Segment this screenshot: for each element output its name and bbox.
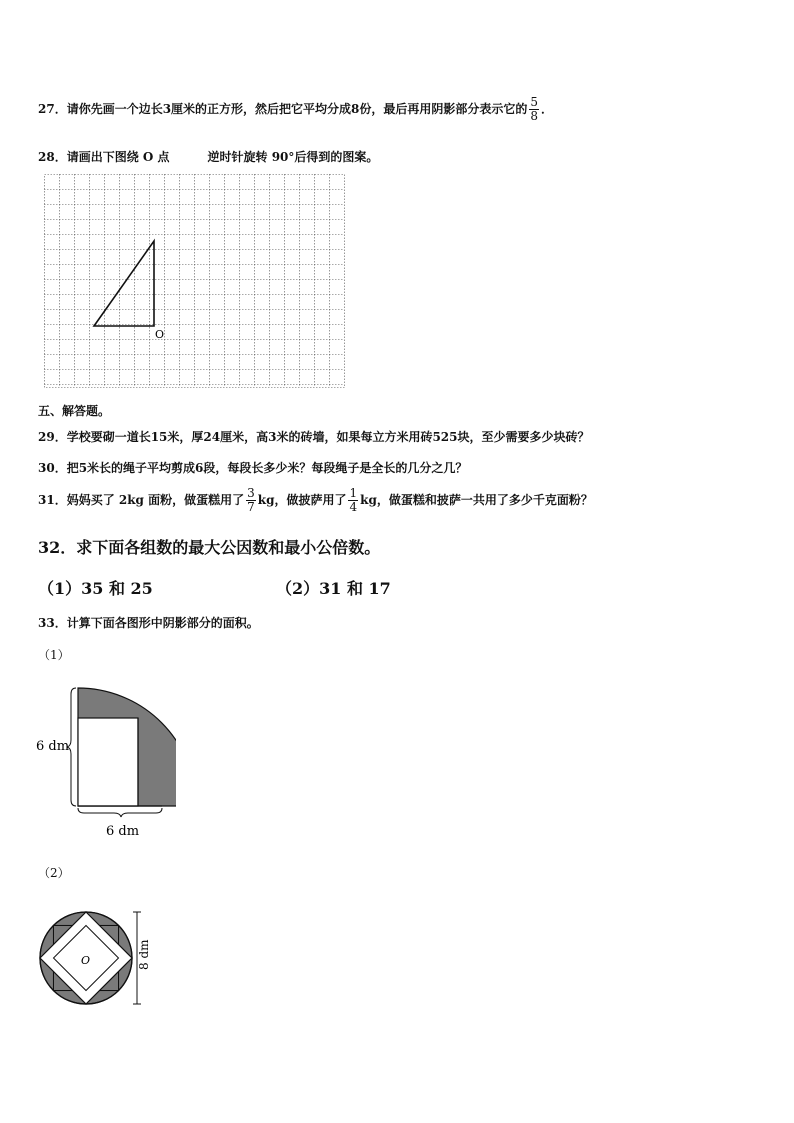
question-text-end: ．: [541, 102, 554, 116]
inner-square: [78, 718, 138, 806]
question-number: 33．: [38, 616, 67, 630]
question-30: [38, 459, 467, 476]
fraction-denominator: 7: [247, 500, 255, 514]
question-text-2: 逆时针旋转 90°后得到的图案。: [207, 150, 379, 164]
question-text: 请你先画一个边长3厘米的正方形，然后把它平均分成8份，最后再用阴影部分表示它的: [66, 102, 528, 116]
left-dimension-label: 6 dm: [36, 739, 70, 754]
fraction-numerator: 1: [349, 486, 358, 500]
question-text: 学校要砌一道长15米，厚24厘米，高3米的砖墙，如果每立方米用砖525块，至少需要多少块砖？: [66, 430, 590, 444]
question-27: [38, 96, 553, 123]
fraction: [348, 487, 358, 514]
question-text: 计算下面各图形中阴影部分的面积。: [66, 616, 259, 630]
question-text-3: kg，做蛋糕和披萨一共用了多少千克面粉？: [360, 493, 593, 507]
rotation-grid: [44, 174, 346, 388]
question-number: 32．: [38, 538, 77, 557]
center-label: O: [81, 954, 91, 967]
sub-label-2: （2）: [38, 866, 70, 880]
question-number: 27．: [38, 102, 67, 116]
question-text: 把5米长的绳子平均剪成6段，每段长多少米？每段绳子是全长的几分之几？: [66, 461, 468, 475]
question-number: 29．: [38, 430, 67, 444]
fraction-numerator: 3: [247, 486, 255, 500]
question-28: [38, 148, 378, 165]
question-number: 31．: [38, 493, 67, 507]
question-number: 28．: [38, 150, 67, 164]
figure-quarter-circle: [36, 682, 176, 842]
fraction: [529, 96, 539, 123]
question-number: 30．: [38, 461, 67, 475]
fraction-denominator: 8: [530, 109, 539, 123]
triangle-shape: [94, 241, 154, 326]
bottom-brace: [78, 808, 162, 817]
point-o-label: O: [155, 328, 165, 341]
question-text: 求下面各组数的最大公因数和最小公倍数。: [76, 538, 381, 557]
bottom-dimension-label: 6 dm: [106, 824, 140, 839]
question-29: [38, 428, 590, 445]
right-dimension-label: 8 dm: [137, 939, 151, 970]
question-32: [38, 535, 380, 558]
fraction: [246, 487, 256, 514]
figure-circle-square: [36, 896, 166, 1020]
q32-item-1: （1）35 和 25: [38, 579, 153, 598]
q32-item-2: （2）31 和 17: [276, 579, 391, 598]
section-title: 五、解答题。: [38, 404, 111, 418]
question-31: [38, 487, 593, 514]
fraction-numerator: 5: [530, 95, 539, 109]
question-text: 妈妈买了 2kg 面粉，做蛋糕用了: [66, 493, 245, 507]
sub-label-1: （1）: [38, 648, 70, 662]
fraction-denominator: 4: [349, 500, 358, 514]
question-text-2: kg，做披萨用了: [257, 493, 347, 507]
question-text: 请画出下图绕 O 点: [66, 150, 170, 164]
question-33: [38, 614, 259, 631]
